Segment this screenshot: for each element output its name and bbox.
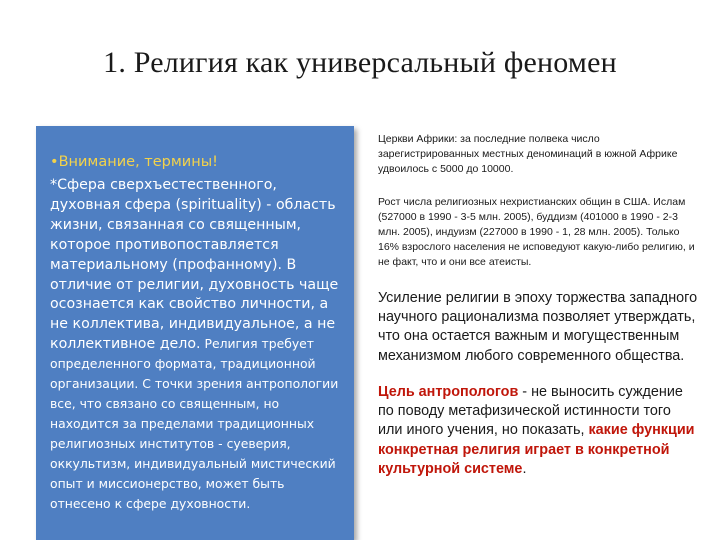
terms-heading-text: Внимание, термины!	[58, 154, 218, 170]
bullet-glyph: •	[50, 154, 59, 170]
terms-heading	[50, 153, 344, 172]
slide-title: 1. Религия как универсальный феномен	[103, 46, 617, 79]
terms-panel	[36, 126, 354, 540]
religion-format-note: Религия требует определенного формата, традиционной организации. С точки зрения антропологии все, что связано со священным, но находится за пределами традиционных религиозных институтов - суеверия, оккультизм, индивидуальный мистический опыт и миссионерство, может быть отнесено к сфере духовности.	[50, 336, 339, 511]
africa-churches-paragraph: Церкви Африки: за последние полвека число зарегистрированных местных деноминаций в южной Африке удвоилось с 5000 до 10000.	[378, 133, 678, 176]
anthropology-goal-text: - не выносить суждение по поводу метафизической истинности того или иного учения, но показать,	[378, 383, 683, 439]
terms-body	[50, 176, 344, 514]
facts-column	[378, 132, 698, 479]
usa-communities-paragraph: Рост числа религиозных нехристианских общин в США. Ислам (527000 в 1990 - 3-5 млн. 2005), буддизм (401000 в 1990 - 2-3 млн. 2005), индуизм (227000 в 1990 - 1, 28 млн. 2005). Только 16% взрослого населения не исповедуют какую-либо религию, и не факт, что и они все атеисты.	[378, 195, 695, 269]
anthropology-goal-end: .	[522, 461, 527, 477]
anthropology-goal-paragraph	[378, 383, 698, 479]
spirituality-definition: *Сфера сверхъестественного, духовная сфера (spirituality) - область жизни, связанная со священным, которое противопоставляется материальному (профанному). В отличие от религии, духовность чаще осознается как свойство личности, а не коллектива, индивидуальное, а не коллективное дело.	[50, 177, 339, 353]
anthropology-goal-label: Цель антропологов	[378, 383, 519, 400]
anthropology-goal-emphasis: какие функции конкретная религия играет в конкретной культурной системе	[378, 422, 695, 477]
rationalism-paragraph: Усиление религии в эпоху торжества западного научного рационализма позволяет утверждать, что она остается важным и могущественным механизмом любого современного общества.	[378, 289, 698, 364]
